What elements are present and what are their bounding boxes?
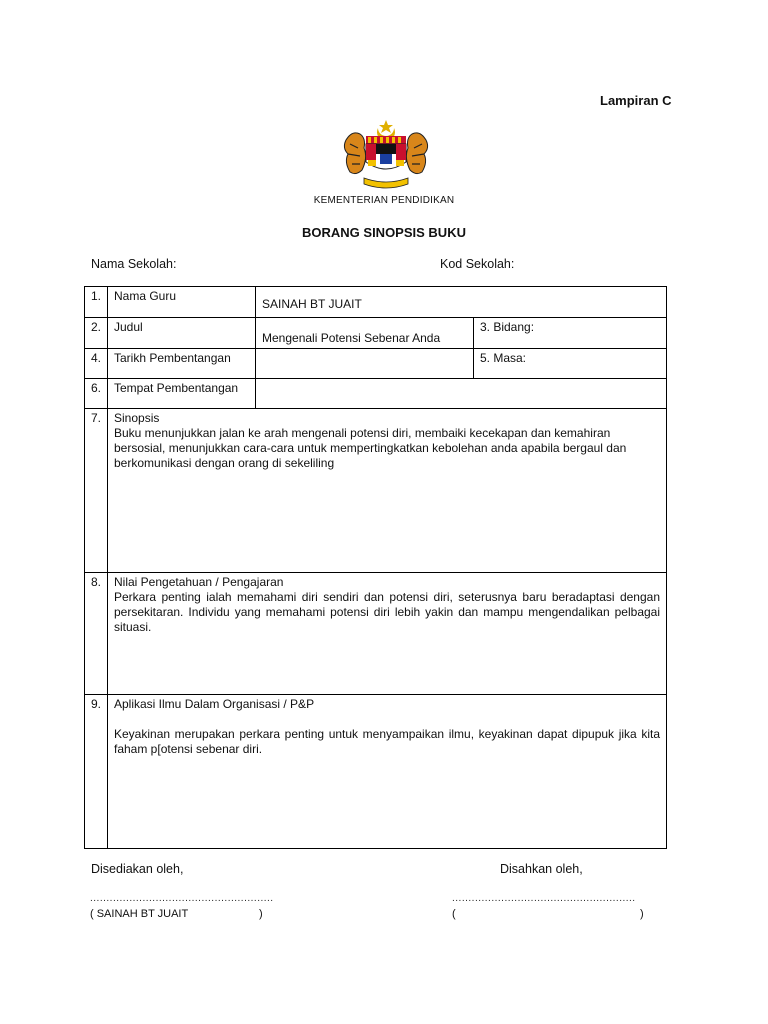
synopsis-form-table [84,286,667,849]
nama-sekolah-label: Nama Sekolah: [91,257,177,271]
row-tempat [85,379,667,409]
section-title: Sinopsis [114,411,160,425]
aplikasi-text: Keyakinan merupakan perkara penting untuk menyampaikan ilmu, keyakinan dapat dipupuk jika kita faham p[otensi sebenar diri. [114,727,661,756]
row-label: Nama Guru [108,287,256,318]
prepared-signature-line[interactable]: ........................................................ [90,893,274,904]
form-title: BORANG SINOPSIS BUKU [302,225,466,240]
row-nama-guru [85,287,667,318]
row-number: 4. [85,349,108,379]
masa-field[interactable]: 5. Masa: [474,349,667,379]
row-judul [85,318,667,349]
judul-value[interactable] [256,318,474,349]
prepared-name: ( SAINAH BT JUAIT [90,908,189,920]
approved-by-label: Disahkan oleh, [500,862,583,876]
row-label: Judul [108,318,256,349]
row-number: 1. [85,287,108,318]
lampiran-label: Lampiran C [600,93,672,108]
row-number: 2. [85,318,108,349]
section-title: Nilai Pengetahuan / Pengajaran [114,575,284,589]
sinopsis-text: Buku menunjukkan jalan ke arah mengenali potensi diri, membaiki kecekapan dan kemahiran bersosial, menunjukkan cara-cara untuk mempertingkatkan kebolehan anda apabila bergaul dan berkomunikasi dengan orang di sekeliling [114,426,627,470]
nilai-cell[interactable] [108,573,667,695]
sinopsis-cell[interactable] [108,409,667,573]
nama-guru-value[interactable] [256,287,667,318]
row-number: 8. [85,573,108,695]
kod-sekolah-label: Kod Sekolah: [440,257,515,271]
ministry-name: KEMENTERIAN PENDIDIKAN [313,195,455,206]
row-label: Tempat Pembentangan [108,379,256,409]
spacer [114,712,660,727]
tarikh-value[interactable] [256,349,474,379]
prepared-close-paren: ) [259,908,263,920]
row-number: 9. [85,695,108,849]
row-aplikasi [85,695,667,849]
nilai-text: Perkara penting ialah memahami diri sendiri dan potensi diri, seterusnya baru beradaptasi dengan persekitaran. Individu yang memahami potensi diri lebih yakin dan mampu mengendalikan pelbagai situasi. [114,590,661,634]
approved-signature-line[interactable]: ........................................................ [452,893,636,904]
row-number: 7. [85,409,108,573]
approved-close-paren: ) [640,908,644,920]
section-title: Aplikasi Ilmu Dalam Organisasi / P&P [114,697,315,711]
approved-open-paren: ( [452,908,456,920]
row-label: Tarikh Pembentangan [108,349,256,379]
field-value: Mengenali Potensi Sebenar Anda [262,331,441,345]
malaysia-coat-of-arms-icon [338,118,434,192]
row-tarikh [85,349,667,379]
aplikasi-cell[interactable] [108,695,667,849]
row-number: 6. [85,379,108,409]
row-nilai [85,573,667,695]
row-sinopsis [85,409,667,573]
tempat-value[interactable] [256,379,667,409]
field-value: SAINAH BT JUAIT [262,297,362,311]
prepared-by-label: Disediakan oleh, [91,862,184,876]
bidang-field[interactable]: 3. Bidang: [474,318,667,349]
